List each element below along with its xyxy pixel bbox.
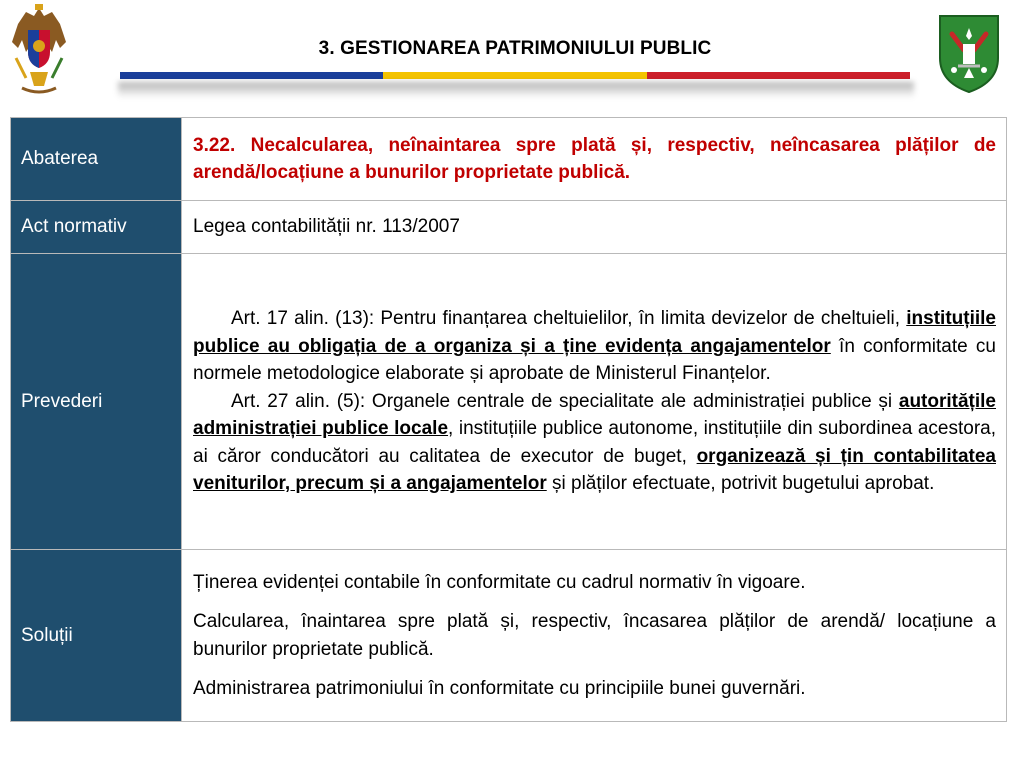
- row-label-solutii: Soluții: [11, 550, 182, 722]
- table-row-act: [11, 201, 1007, 254]
- prevederi-paragraph-2: [193, 388, 996, 498]
- coat-of-arms-left-icon: [8, 2, 70, 98]
- page-title: 3. GESTIONAREA PATRIMONIULUI PUBLIC: [318, 38, 712, 59]
- table-row-prevederi: [11, 254, 1007, 550]
- abatere-text: 3.22. Necalcularea, neînaintarea spre plată și, respectiv, neîncasarea plăților de arendă/locațiune a bunurilor proprietate publică.: [193, 134, 996, 183]
- solution-item: Calcularea, înaintarea spre plată și, respectiv, încasarea plăților de arendă/ locațiune a bunurilor proprietate publică.: [193, 611, 996, 660]
- solution-item: Ținerea evidenței contabile în conformitate cu cadrul normativ în vigoare.: [193, 571, 806, 593]
- row-content-abatere: [182, 118, 1007, 201]
- row-label-prevederi: Prevederi: [11, 254, 182, 550]
- tricolor-yellow: [383, 72, 646, 79]
- row-content-solutii: [182, 550, 1007, 722]
- row-content-act: Legea contabilității nr. 113/2007: [182, 201, 1007, 254]
- p2-text-a: Art. 27 alin. (5): Organele centrale de specialitate ale administrației publice și: [231, 390, 899, 412]
- p2-text-c: și plăților efectuate, potrivit bugetului aprobat.: [546, 473, 935, 495]
- p1-underlined: instituțiile publice au obligația de a organiza și a ține evidența angajamentelor: [193, 308, 996, 357]
- tricolor-bar: [120, 72, 910, 79]
- solution-item: Administrarea patrimoniului în conformitate cu principiile bunei guvernări.: [193, 678, 806, 699]
- tricolor-blue: [120, 72, 383, 79]
- row-label-abatere: Abaterea: [11, 118, 182, 201]
- table-row-solutii: [11, 550, 1007, 722]
- emblem-right-icon: [936, 14, 1002, 94]
- row-content-prevederi: [182, 254, 1007, 550]
- p2-text-b: , instituțiile publice autonome, instituțiile din subordinea acestora, ai căror conducători au calitatea de executor de buget,: [193, 418, 997, 467]
- title-shadow: [118, 82, 914, 98]
- tricolor-red: [647, 72, 910, 79]
- p1-text-b: în conformitate cu normele metodologice elaborate și aprobate de Ministerul Finanțelor.: [193, 335, 996, 385]
- info-table: [10, 117, 1007, 722]
- p2-underlined-1: autoritățile administrației publice locale: [193, 390, 996, 440]
- prevederi-paragraph-1: [193, 305, 996, 388]
- p1-text-a: Art. 17 alin. (13): Pentru finanțarea cheltuielilor, în limita devizelor de cheltuieli,: [231, 308, 907, 330]
- row-label-act: Act normativ: [11, 201, 182, 254]
- p2-underlined-2: organizează și țin contabilitatea veniturilor, precum și a angajamentelor: [193, 445, 996, 495]
- table-row-abatere: [11, 118, 1007, 201]
